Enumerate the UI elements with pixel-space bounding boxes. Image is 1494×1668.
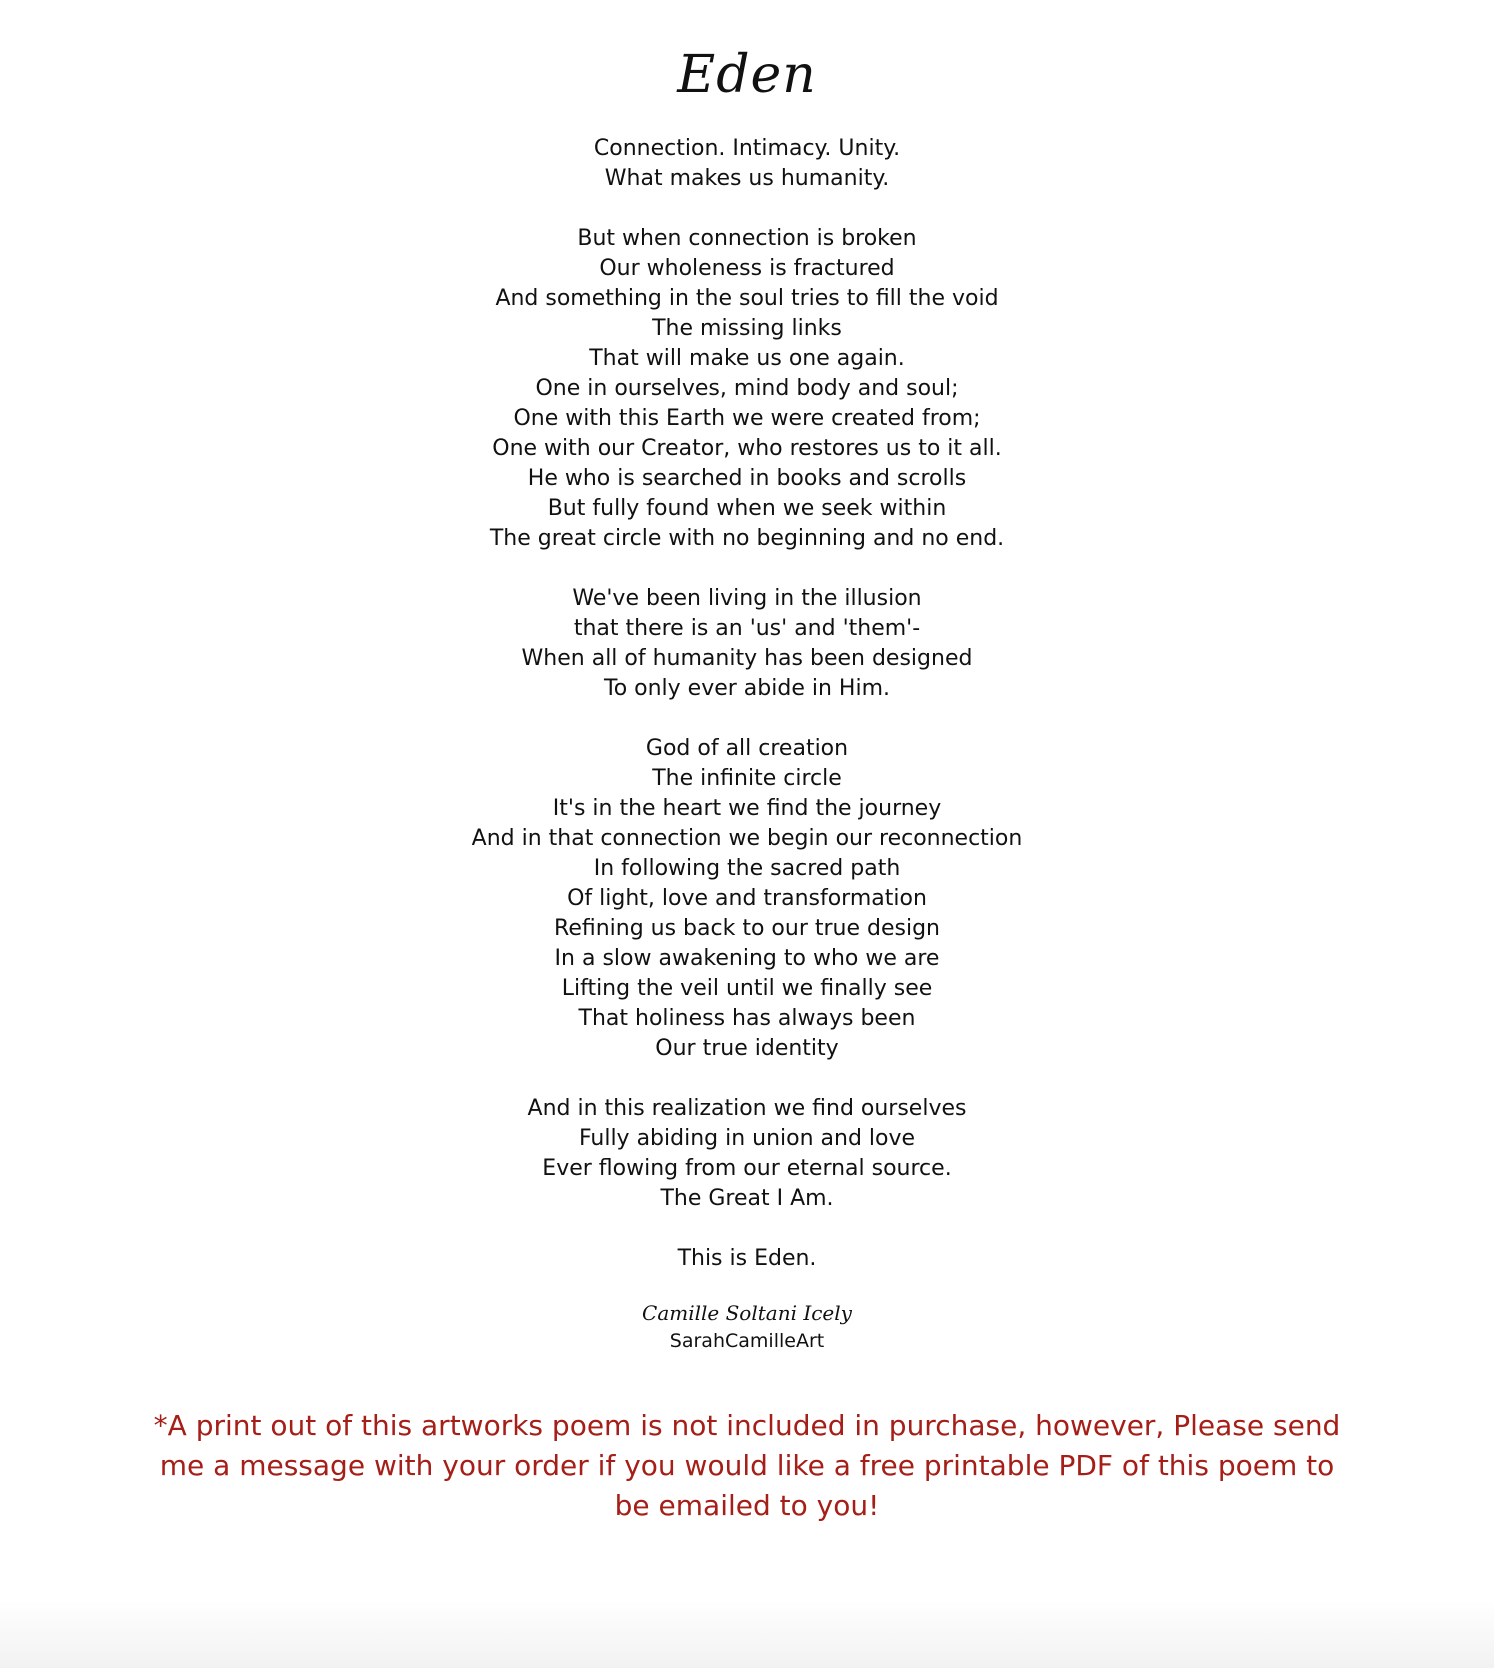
poem-line: One in ourselves, mind body and soul; bbox=[535, 376, 959, 401]
poem-line: To only ever abide in Him. bbox=[604, 676, 890, 701]
print-notice: *A print out of this artworks poem is not included in purchase, however, Please send me a message with your order if you would like a free printable PDF of this poem to be emailed to you! bbox=[153, 1409, 1341, 1522]
poem-line: We've been living in the illusion bbox=[572, 586, 922, 611]
poem-line: That will make us one again. bbox=[589, 346, 905, 371]
poem-line: Ever flowing from our eternal source. bbox=[542, 1156, 952, 1181]
poem-line: What makes us humanity. bbox=[604, 166, 890, 191]
poem-line: Our true identity bbox=[655, 1036, 839, 1061]
poem-line: And in this realization we find ourselves bbox=[527, 1096, 967, 1121]
poem-line: One with this Earth we were created from; bbox=[513, 406, 981, 431]
poem-line: When all of humanity has been designed bbox=[521, 646, 973, 671]
poem-line: And in that connection we begin our reconnection bbox=[471, 826, 1023, 851]
poem-line: One with our Creator, who restores us to it all. bbox=[492, 436, 1002, 461]
stanza-gap bbox=[0, 1214, 1494, 1244]
poem-line: It's in the heart we find the journey bbox=[552, 796, 942, 821]
poem-line: Refining us back to our true design bbox=[554, 916, 940, 941]
poem-line: Fully abiding in union and love bbox=[578, 1126, 916, 1151]
poem-line: In following the sacred path bbox=[593, 856, 901, 881]
author-signature: Camille Soltani Icely bbox=[642, 1301, 852, 1325]
poem-line: That holiness has always been bbox=[578, 1006, 916, 1031]
poem-line: that there is an 'us' and 'them'- bbox=[573, 616, 921, 641]
poem-line: Our wholeness is fractured bbox=[599, 256, 895, 281]
poem-line: And something in the soul tries to fill the void bbox=[495, 286, 999, 311]
artist-handle: SarahCamilleArt bbox=[669, 1330, 825, 1352]
stanza-gap bbox=[0, 704, 1494, 734]
stanza-gap bbox=[0, 554, 1494, 584]
poem-line: Lifting the veil until we finally see bbox=[561, 976, 933, 1001]
poem-line: But fully found when we seek within bbox=[547, 496, 947, 521]
poem-line: Of light, love and transformation bbox=[567, 886, 927, 911]
poem-line: The great circle with no beginning and no end. bbox=[489, 526, 1005, 551]
poem-line: The infinite circle bbox=[652, 766, 842, 791]
poem-line: The Great I Am. bbox=[660, 1186, 834, 1211]
stanza-gap bbox=[0, 194, 1494, 224]
poem-title: Eden bbox=[677, 45, 817, 105]
poem-body bbox=[0, 134, 1494, 1274]
poem-line: The missing links bbox=[652, 316, 842, 341]
poem-line: In a slow awakening to who we are bbox=[554, 946, 940, 971]
poem-line: God of all creation bbox=[645, 736, 849, 761]
stanza-gap bbox=[0, 1064, 1494, 1094]
poem-line: He who is searched in books and scrolls bbox=[527, 466, 967, 491]
poem-line: This is Eden. bbox=[677, 1246, 817, 1271]
poem-line: But when connection is broken bbox=[577, 226, 917, 251]
poem-line: Connection. Intimacy. Unity. bbox=[593, 136, 901, 161]
